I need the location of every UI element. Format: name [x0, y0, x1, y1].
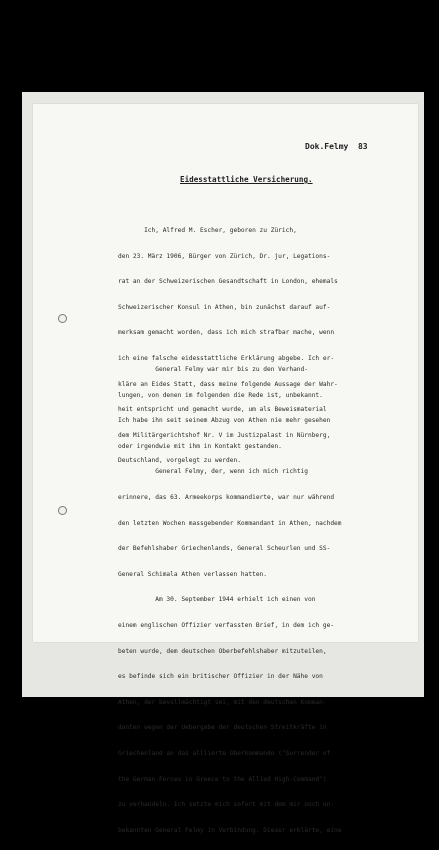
text-line: dem Militärgerichtshof Nr. V im Justizpalast in Nürnberg,	[118, 431, 331, 439]
text-line: Griechenland an das alliierte Oberkommando ("Surrender of	[118, 749, 331, 757]
text-line: Am 30. September 1944 erhielt ich einen von	[118, 596, 316, 604]
document-title: Eidesstattliche Versicherung.	[180, 175, 313, 184]
text-line: oder irgendwie mit ihm in Kontakt gestanden.	[118, 442, 282, 450]
text-line: Schweizerischer Konsul in Athen, bin zunächst darauf auf-	[118, 303, 331, 311]
text-line: kläre an Eides Statt, dass meine folgende Aussage der Wahr-	[118, 380, 338, 388]
text-line: General Felmy war mir bis zu den Verhand-	[118, 366, 308, 373]
document-reference: Dok.Felmy 83	[305, 142, 368, 151]
text-line: General Schimala Athen verlassen hatten.	[118, 570, 268, 578]
text-line: den 23. März 1906, Bürger von Zürich, Dr. jur, Legations-	[118, 252, 331, 260]
text-line: erinnere, das 63. Armeekorps kommandierte, war nur während	[118, 493, 335, 501]
text-line: General Felmy, der, wenn ich mich richtig	[118, 468, 308, 476]
text-line: lungen, von denen im folgenden die Rede ist, unbekannt.	[118, 391, 323, 399]
text-line: einem englischen Offizier verfassten Brief, in dem ich ge-	[118, 621, 335, 629]
text-line: danten wegen der Uebergabe der deutschen Streitkräfte in	[118, 724, 327, 732]
text-line: ich eine falsche eidesstattliche Erklärung abgebe. Ich er-	[118, 354, 335, 362]
text-line: Ich habe ihn seit seinem Abzug von Athen nie mehr gesehen	[118, 417, 331, 425]
punch-hole-mark	[58, 314, 67, 323]
paragraph-statement	[118, 350, 342, 850]
punch-hole-mark	[58, 506, 67, 515]
text-line: Ich, Alfred M. Escher, geboren zu Zürich,	[118, 227, 297, 234]
text-line: der Befehlshaber Griechenlands, General Scheurlen und SS-	[118, 545, 331, 553]
text-line: zu verhandeln. Ich setzte mich sofort mit dem mir noch un-	[118, 801, 335, 809]
text-line: den letzten Wochen massgebender Kommandant in Athen, nachdem	[118, 519, 342, 527]
text-line: the German Forces in Greece to the Allied High-Command")	[118, 775, 327, 783]
text-line: bekannten General Felmy in Verbindung. Dieser erklärte, eine	[118, 826, 342, 834]
text-line: es befinde sich ein britischer Offizier in der Nähe von	[118, 673, 323, 681]
text-line: merksam gemacht worden, dass ich mich strafbar mache, wenn	[118, 329, 335, 337]
text-line: rat an der Schweizerischen Gesandtschaft in London, ehemals	[118, 278, 338, 286]
text-line: Athen, der bevollmächtigt sei, mit den deutschen Komman-	[118, 698, 327, 706]
text-line: beten wurde, dem deutschen Oberbefehlshaber mitzuteilen,	[118, 647, 327, 655]
text-line: Deutschland, vorgelegt zu werden.	[118, 457, 241, 465]
text-line: heit entspricht und gemacht wurde, um als Beweismaterial	[118, 406, 327, 414]
